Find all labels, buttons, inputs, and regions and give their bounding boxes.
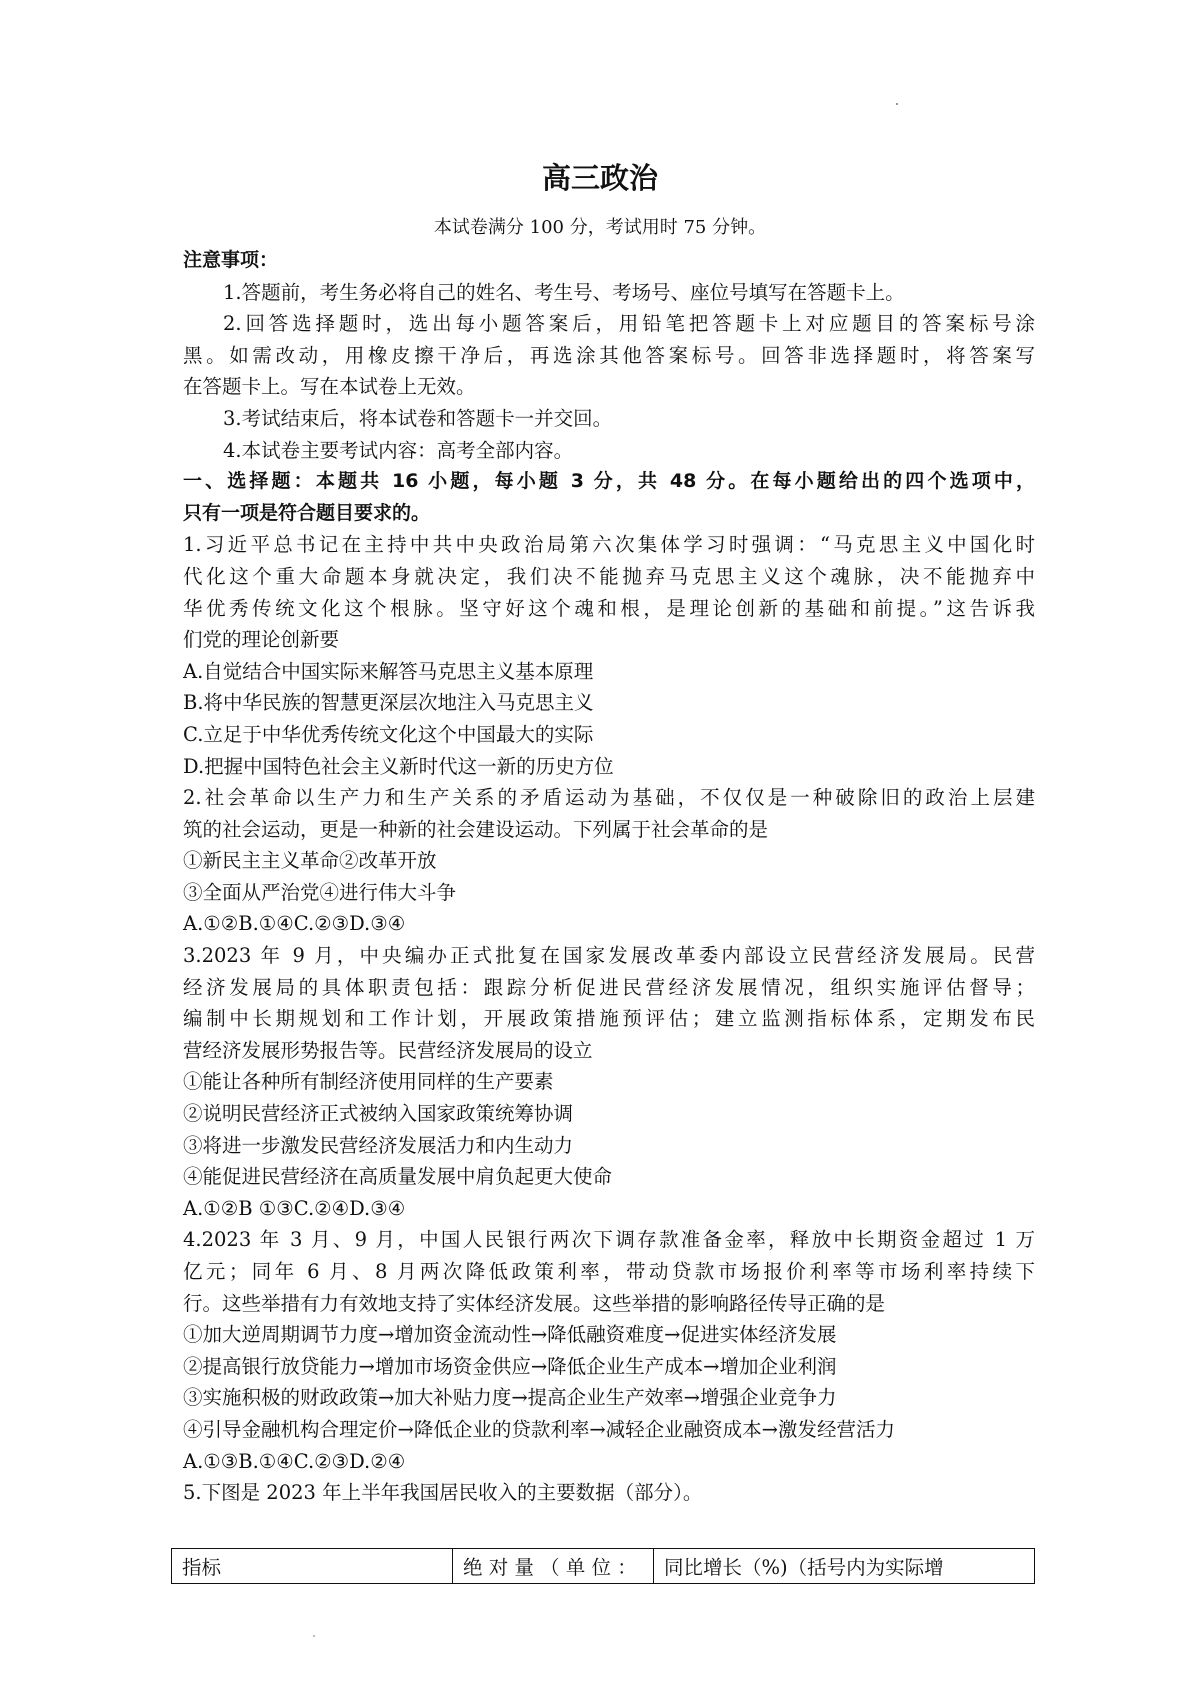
question-text: 3.2023 年 9 月，中央编办正式批复在国家发展改革委内部设立民营经济发展局。民营 — [183, 944, 1035, 968]
question-text: 经济发展局的具体职责包括：跟踪分析促进民营经济发展情况，组织实施评估督导； — [183, 975, 1035, 999]
question-text: 营经济发展形势报告等。民营经济发展局的设立 — [183, 1038, 593, 1062]
question-text: 2.社会革命以生产力和生产关系的矛盾运动为基础，不仅仅是一种破除旧的政治上层建 — [183, 786, 1035, 810]
note-line: 4.本试卷主要考试内容：高考全部内容。 — [223, 438, 574, 462]
note-line: 黑。如需改动，用橡皮擦干净后，再选涂其他答案标号。回答非选择题时，将答案写 — [183, 343, 1035, 367]
page-title: 高三政治 — [541, 161, 658, 195]
notes-heading: 注意事项： — [183, 249, 279, 271]
note-line: 3.考试结束后，将本试卷和答题卡一并交回。 — [223, 406, 613, 430]
answer-option: A.自觉结合中国实际来解答马克思主义基本原理 — [183, 659, 594, 683]
question-text: 4.2023 年 3 月、9 月，中国人民银行两次下调存款准备金率，释放中长期资金超过 1 万 — [183, 1228, 1035, 1252]
note-line: 2.回答选择题时，选出每小题答案后，用铅笔把答题卡上对应题目的答案标号涂 — [223, 312, 1035, 336]
answer-option: B.将中华民族的智慧更深层次地注入马克思主义 — [183, 691, 594, 715]
question-text: 筑的社会运动，更是一种新的社会建设运动。下列属于社会革命的是 — [183, 817, 769, 841]
question-text: 行。这些举措有力有效地支持了实体经济发展。这些举措的影响路径传导正确的是 — [183, 1291, 886, 1315]
question-text: 5.下图是 2023 年上半年我国居民收入的主要数据（部分）。 — [183, 1481, 703, 1505]
answer-options: A.①③B.①④C.②③D.②④ — [183, 1449, 406, 1473]
question-item: ①新民主主义革命②改革开放 — [183, 849, 437, 873]
scan-speck — [896, 103, 898, 105]
question-text: 华优秀传统文化这个根脉。坚守好这个魂和根，是理论创新的基础和前提。”这告诉我 — [183, 596, 1035, 620]
question-text: 代化这个重大命题本身就决定，我们决不能抛弃马克思主义这个魂脉，决不能抛弃中 — [183, 564, 1035, 588]
note-line: 1.答题前，考生务必将自己的姓名、考生号、考场号、座位号填写在答题卡上。 — [223, 280, 905, 304]
question-item: ①能让各种所有制经济使用同样的生产要素 — [183, 1070, 554, 1094]
table-header-row — [172, 1549, 1035, 1584]
table-header-cell: 同比增长（%)（括号内为实际增 — [654, 1549, 1035, 1584]
exam-info: 本试卷满分 100 分，考试用时 75 分钟。 — [433, 217, 767, 238]
table-header-cell: 指标 — [172, 1549, 453, 1584]
section-heading: 一、选择题：本题共 16 小题，每小题 3 分，共 48 分。在每小题给出的四个选项中， — [183, 470, 1035, 493]
income-data-table — [171, 1548, 1035, 1584]
exam-content — [183, 245, 1035, 1509]
scan-speck — [313, 1635, 315, 1637]
question-item: ④能促进民营经济在高质量发展中肩负起更大使命 — [183, 1165, 613, 1189]
answer-option: D.把握中国特色社会主义新时代这一新的历史方位 — [183, 754, 614, 778]
question-item: ③全面从严治党④进行伟大斗争 — [183, 880, 457, 904]
question-text: 们党的理论创新要 — [183, 628, 340, 652]
question-text: 1.习近平总书记在主持中共中央政治局第六次集体学习时强调：“马克思主义中国化时 — [183, 533, 1035, 557]
question-item: ②提高银行放贷能力→增加市场资金供应→降低企业生产成本→增加企业利润 — [183, 1354, 837, 1378]
answer-options: A.①②B.①④C.②③D.③④ — [183, 912, 406, 936]
question-item: ②说明民营经济正式被纳入国家政策统筹协调 — [183, 1102, 574, 1126]
question-item: ④引导金融机构合理定价→降低企业的贷款利率→减轻企业融资成本→激发经营活力 — [183, 1417, 896, 1441]
answer-option: C.立足于中华优秀传统文化这个中国最大的实际 — [183, 722, 594, 746]
note-line: 在答题卡上。写在本试卷上无效。 — [183, 375, 476, 399]
answer-options: A.①②B ①③C.②④D.③④ — [183, 1196, 406, 1220]
table-header-cell: 绝 对 量 （ 单 位 ： — [453, 1549, 654, 1584]
question-item: ③将进一步激发民营经济发展活力和内生动力 — [183, 1133, 574, 1157]
question-item: ③实施积极的财政政策→加大补贴力度→提高企业生产效率→增强企业竞争力 — [183, 1386, 837, 1410]
question-item: ①加大逆周期调节力度→增加资金流动性→降低融资难度→促进实体经济发展 — [183, 1323, 837, 1347]
section-heading: 只有一项是符合题目要求的。 — [183, 501, 431, 524]
question-text: 亿元；同年 6 月、8 月两次降低政策利率，带动贷款市场报价利率等市场利率持续下 — [183, 1260, 1035, 1283]
question-text: 编制中长期规划和工作计划，开展政策措施预评估；建立监测指标体系，定期发布民 — [183, 1007, 1035, 1031]
